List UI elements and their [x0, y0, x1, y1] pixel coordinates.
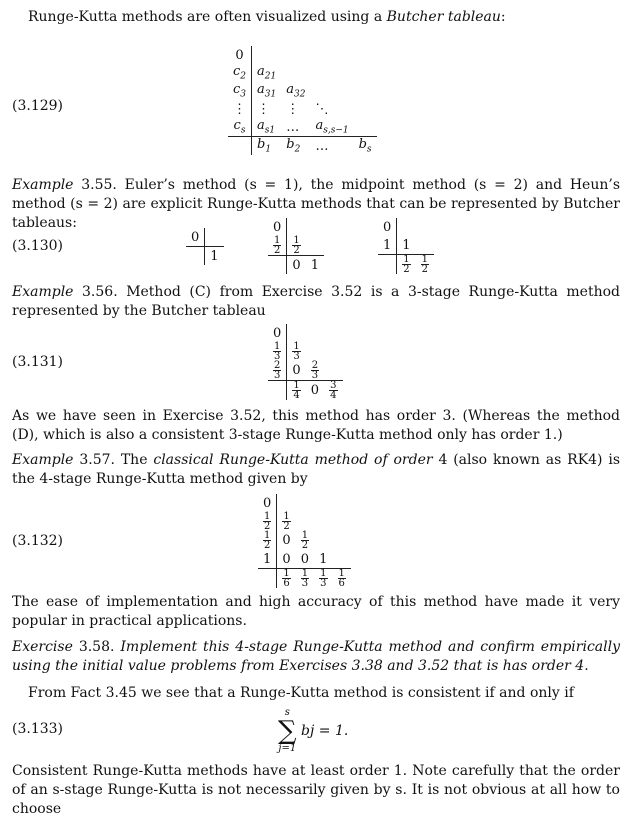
equation-number-3-130: (3.130) [12, 238, 64, 254]
equation-number-3-132: (3.132) [12, 533, 64, 549]
consistency-paragraph: From Fact 3.45 we see that a Runge-Kutta method is consistent if and only if [28, 685, 574, 701]
butcher-tableau-general: 0 $c_2$ $a_{21}$ $c_3$ $a_{31}$ $a_{32}$ ⋮ ⋮ ⋮ ⋱ $c_s$ $a_{s1}$ … $a_{s,s-1}$ $b_1$ $b_2$ … $b_s$ [228, 46, 377, 155]
order-remark-paragraph: As we have seen in Exercise 3.52, this method has order 3. (Whereas the method (D), which is also a consistent 3-stage Runge-Kutta method only has order 1.) [12, 408, 620, 443]
butcher-tableau-term: Butcher tableau [386, 9, 501, 25]
example-3-55: Example 3.55. Euler’s method (s = 1), the midpoint method (s = 2) and Heun’s method (s = 2) are explicit Runge-Kutta methods that can be represented by Butcher tableaus: [12, 177, 621, 231]
butcher-tableau-rk4: 0 $\frac{1}{2}$ $\frac{1}{2}$ $\frac{1}{2}$ 0 $\frac{1}{2}$ 1 0 0 1 $\frac{1}{6}$ $\frac{1}{3}$ $\frac{1}{3}$ $\frac{1}{6}$ [258, 494, 351, 588]
butcher-tableau-euler: 0 1 [186, 228, 224, 265]
example-3-57: Example 3.57. The classical Runge-Kutta method of order 4 (also known as RK4) is the 4-stage Runge-Kutta method given by [12, 452, 621, 487]
exercise-3-58: Exercise 3.58. Implement this 4-stage Runge-Kutta method and confirm empirically using the initial value problems from Exercises 3.38 and 3.52 that is has order 4. [12, 639, 621, 674]
equation-number-3-131: (3.131) [12, 354, 64, 370]
order-note-paragraph: Consistent Runge-Kutta methods have at least order 1. Note carefully that the order of an s-stage Runge-Kutta is not necessarily given by s. It is not obvious at all how to choose [12, 763, 620, 817]
intro-paragraph: Runge-Kutta methods are often visualized using a Butcher tableau: [28, 9, 506, 25]
butcher-tableau-heun: 0 1 1 $\frac{1}{2}$ $\frac{1}{2}$ [378, 218, 434, 274]
butcher-tableau-midpoint: 0 $\frac{1}{2}$ $\frac{1}{2}$ 0 1 [268, 218, 324, 274]
equation-number-3-133: (3.133) [12, 721, 64, 737]
example-3-56: Example 3.56. Method (C) from Exercise 3.52 is a 3-stage Runge-Kutta method represented by the Butcher tableau [12, 284, 620, 319]
equation-number-3-129: (3.129) [12, 98, 64, 114]
summation-symbol: ∑ [278, 716, 297, 746]
butcher-tableau-method-c: 0 $\frac{1}{3}$ $\frac{1}{3}$ $\frac{2}{3}$ 0 $\frac{2}{3}$ $\frac{1}{4}$ 0 $\frac{3}{4}$ [268, 324, 343, 400]
popularity-paragraph: The ease of implementation and high accuracy of this method have made it very popular in practical applications. [12, 594, 620, 629]
consistency-sum-equation: s ∑ j=1 bj = 1. [278, 707, 349, 754]
